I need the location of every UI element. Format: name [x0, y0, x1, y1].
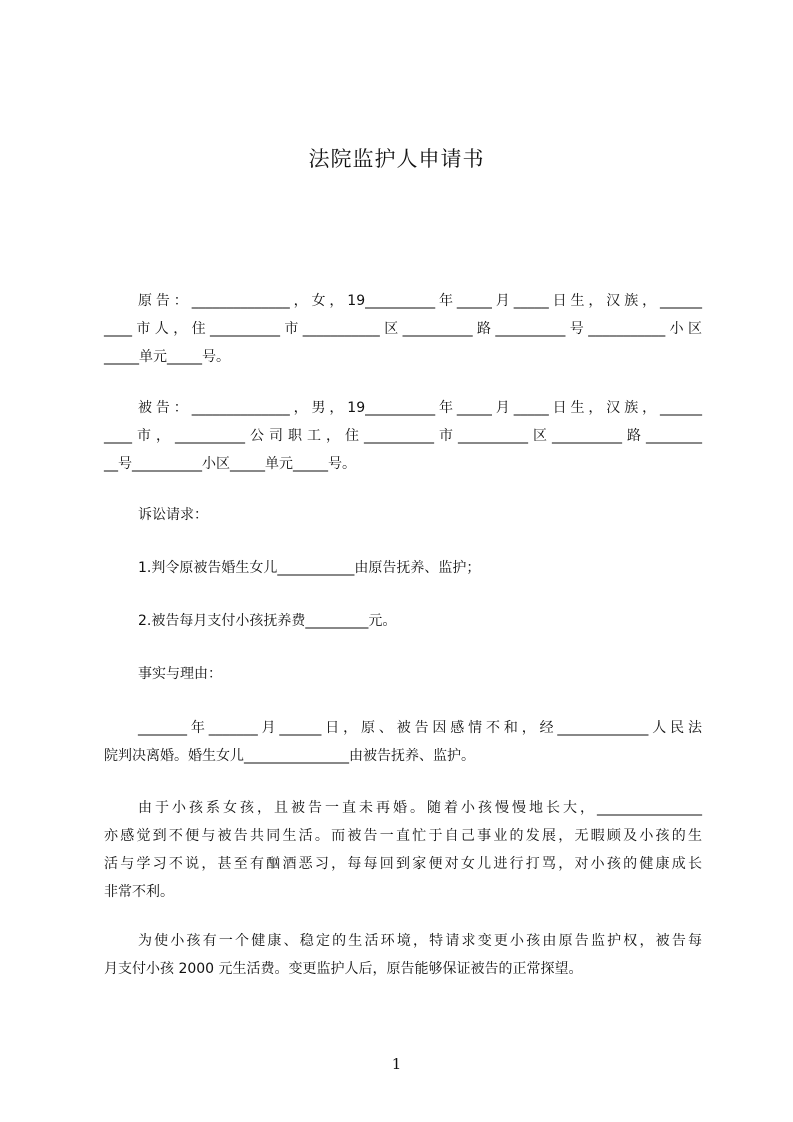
claims-heading-text: 诉讼请求： — [138, 507, 208, 523]
document-title: 法院监护人申请书 — [308, 147, 485, 171]
facts-2-line-4: 非常不利。 — [104, 884, 174, 900]
facts-1-line-2: 院判决离婚。婚生女儿_______________由被告抚养、监护。 — [104, 748, 475, 764]
facts-2-line-1: 由于小孩系女孩，且被告一直未再婚。随着小孩慢慢地长大，_______________ — [138, 800, 702, 816]
facts-3-line-1: 为使小孩有一个健康、稳定的生活环境，特请求变更小孩由原告监护权，被告每 — [138, 933, 702, 949]
defendant-line-1: 被告：______________，男，19__________年_____月_____日生，汉族，______ — [138, 400, 702, 416]
defendant-line-2: ____市，__________公司职工，住__________市__________区__________路________ — [104, 428, 702, 444]
facts-2-line-2: 亦感觉到不便与被告共同生活。而被告一直忙于自己事业的发展，无暇顾及小孩的生 — [104, 828, 702, 844]
claim-item-1-text: 1.判令原被告婚生女儿___________由原告抚养、监护； — [138, 560, 481, 576]
claim-item-1 — [104, 554, 702, 582]
facts-1-line-1: _______年_______月______日，原、被告因感情不和，经_____________人民法 — [138, 720, 702, 736]
facts-heading — [104, 660, 702, 688]
claims-heading — [104, 501, 702, 529]
facts-3-line-2: 月支付小孩 2000 元生活费。变更监护人后，原告能够保证被告的正常探望。 — [104, 961, 583, 977]
facts-paragraph-2 — [104, 794, 702, 906]
facts-paragraph-3 — [104, 927, 702, 983]
defendant-paragraph — [104, 394, 702, 478]
claim-item-2 — [104, 607, 702, 635]
plaintiff-line-1: 原告：______________，女，19__________年_____月_____日生，汉族，______ — [138, 293, 702, 309]
plaintiff-paragraph — [104, 287, 702, 371]
defendant-line-3: __号__________小区_____单元_____号。 — [104, 456, 356, 472]
claim-item-2-text: 2.被告每月支付小孩抚养费_________元。 — [138, 613, 397, 629]
plaintiff-line-2: ____市人，住__________市___________区__________路__________号___________小区 — [104, 321, 702, 337]
page-number: 1 — [391, 1055, 402, 1073]
facts-2-line-3: 活与学习不说，甚至有酗酒恶习，每每回到家便对女儿进行打骂，对小孩的健康成长 — [104, 856, 702, 872]
facts-heading-text: 事实与理由： — [138, 666, 222, 682]
plaintiff-line-3: _____单元_____号。 — [104, 349, 230, 365]
facts-paragraph-1 — [104, 714, 702, 770]
